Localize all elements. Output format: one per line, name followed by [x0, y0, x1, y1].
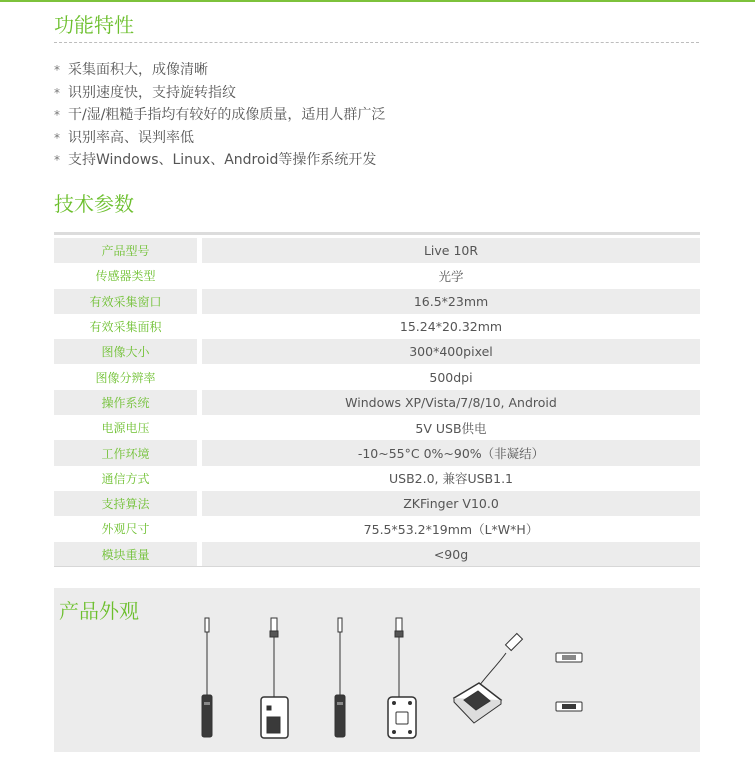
table-row: 图像大小 300*400pixel [54, 339, 700, 364]
feature-item: * 支持Windows、Linux、Android等操作系统开发 [54, 149, 385, 172]
features-heading: 功能特性 [54, 13, 134, 37]
features-list [54, 59, 385, 172]
table-row: 图像分辨率 500dpi [54, 364, 700, 389]
bullet-star-icon: * [54, 108, 60, 122]
table-row: 通信方式 USB2.0, 兼容USB1.1 [54, 466, 700, 491]
product-perspective-view [454, 634, 522, 723]
feature-item: * 干/湿/粗糙手指均有较好的成像质量，适用人群广泛 [54, 104, 385, 127]
product-side-view-1 [202, 618, 212, 737]
table-row: 模块重量 <90g [54, 542, 700, 567]
feature-item: * 采集面积大，成像清晰 [54, 59, 385, 82]
table-row: 传感器类型 光学 [54, 263, 700, 288]
table-row: 操作系统 Windows XP/Vista/7/8/10, Android [54, 390, 700, 415]
feature-item: * 识别速度快，支持旋转指纹 [54, 82, 385, 105]
specs-heading: 技术参数 [54, 192, 134, 216]
features-divider [54, 42, 699, 43]
bullet-star-icon: * [54, 63, 60, 77]
appearance-heading: 产品外观 [59, 599, 139, 623]
bullet-star-icon: * [54, 153, 60, 167]
specs-bottom-rule [54, 566, 700, 567]
product-views-illustration [54, 588, 700, 752]
table-row: 工作环境 -10~55°C 0%~90%（非凝结） [54, 440, 700, 465]
bullet-star-icon: * [54, 130, 60, 145]
table-row: 支持算法 ZKFinger V10.0 [54, 491, 700, 516]
table-row: 有效采集窗口 16.5*23mm [54, 289, 700, 314]
specs-table [54, 238, 700, 567]
bullet-star-icon: * [54, 85, 60, 100]
feature-item: * 识别率高、误判率低 [54, 127, 385, 150]
table-row: 有效采集面积 15.24*20.32mm [54, 314, 700, 339]
product-top-view [261, 618, 288, 738]
product-end-views [556, 653, 582, 711]
product-bottom-view [388, 618, 416, 738]
top-accent-line [0, 0, 755, 2]
table-row: 产品型号 Live 10R [54, 238, 700, 263]
specs-top-rule [54, 232, 700, 235]
table-row: 外观尺寸 75.5*53.2*19mm（L*W*H） [54, 516, 700, 541]
appearance-panel [54, 588, 700, 752]
table-row: 电源电压 5V USB供电 [54, 415, 700, 440]
product-side-view-2 [335, 618, 345, 737]
